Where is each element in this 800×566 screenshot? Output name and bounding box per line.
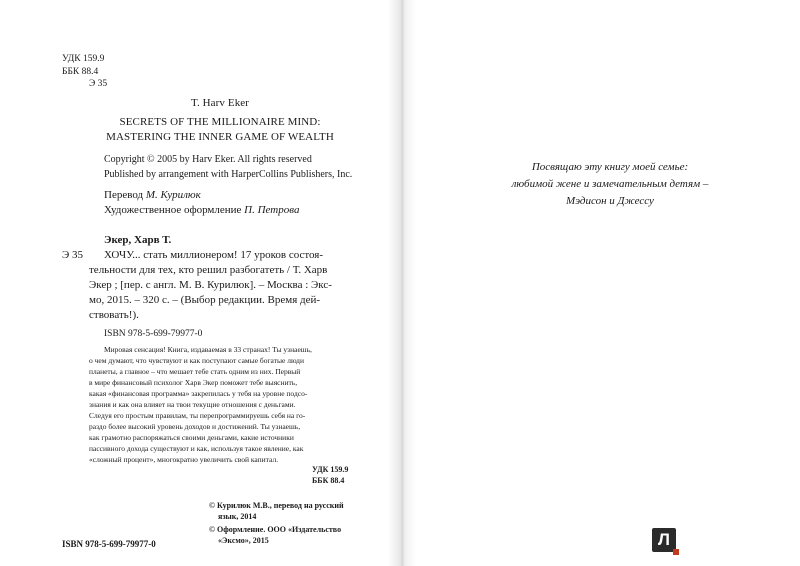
copyright-ru-3: © Оформление. ООО «Издательство xyxy=(209,525,342,534)
annotation-line-10: пассивного дохода существуют и как, используя такое явление, как xyxy=(89,444,304,453)
dedication-line-3: Мэдисон и Джессу xyxy=(566,195,654,207)
title-en-line-1: SECRETS OF THE MILLIONAIRE MIND: xyxy=(119,116,321,128)
isbn-bottom: ISBN 978-5-699-79977-0 xyxy=(62,539,156,549)
translator-name: М. Курилюк xyxy=(145,189,201,201)
title-en-line-2: MASTERING THE INNER GAME OF WEALTH xyxy=(106,131,334,143)
copyright-ru-4: «Эксмо», 2015 xyxy=(218,536,269,545)
udk-bottom: УДК 159.9 xyxy=(312,465,349,474)
designer-name: П. Петрова xyxy=(244,204,300,216)
bbk-bottom: ББК 88.4 xyxy=(312,476,345,485)
annotation-line-6: знания и как она влияет на твои текущие отношения с деньгами. xyxy=(89,400,296,409)
isbn-mid: ISBN 978-5-699-79977-0 xyxy=(104,329,203,339)
catalog-line-1: ХОЧУ... стать миллионером! 17 уроков состоя- xyxy=(104,249,324,261)
design-credit xyxy=(104,203,299,218)
annotation-line-1: Мировая сенсация! Книга, издаваемая в 33 странах! Ты узнаешь, xyxy=(104,345,312,354)
udk-top: УДК 159.9 xyxy=(62,54,105,64)
annotation-line-8: раздо более высокий уровень доходов и достижений. Ты узнаешь, xyxy=(89,422,301,431)
author-ru: Экер, Харв Т. xyxy=(104,234,172,246)
catalog-line-3: Экер ; [пер. с англ. М. В. Курилюк]. – Москва : Экс- xyxy=(89,279,332,291)
copyright-line-1: Copyright © 2005 by Harv Eker. All rights reserved xyxy=(104,154,312,165)
catalog-line-4: мо, 2015. – 320 с. – (Выбор редакции. Время дей- xyxy=(89,294,321,306)
annotation-line-3: планеты, а главное – что мешает тебе стать одним из них. Первый xyxy=(89,367,301,376)
copyright-ru-1: © Курилюк М.В., перевод на русский xyxy=(209,501,344,510)
publisher-logo-icon: Л xyxy=(652,528,676,552)
bbk-top: ББК 88.4 xyxy=(62,67,99,77)
annotation-line-5: какая «финансовая программа» закрепилась у тебя на уровне подсо- xyxy=(89,389,308,398)
copyright-ru-2: язык, 2014 xyxy=(218,512,257,521)
catalog-code: Э 35 xyxy=(62,249,84,261)
right-page xyxy=(400,0,800,566)
annotation-line-9: как грамотно распоряжаться своими деньгами, какие источники xyxy=(89,433,294,442)
code-top: Э 35 xyxy=(89,79,108,89)
annotation-line-11: «сложный процент», многократно увеличить свой капитал. xyxy=(89,455,279,464)
annotation-line-7: Следуя его простым правилам, ты перепрограммируешь себя на го- xyxy=(89,411,306,420)
catalog-line-5: ствовать!). xyxy=(89,309,139,321)
dedication-line-1: Посвящаю эту книгу моей семье: xyxy=(531,161,689,173)
author-en: T. Harv Eker xyxy=(190,97,250,109)
translation-label: Перевод xyxy=(104,189,144,201)
copyright-line-2: Published by arrangement with HarperCollins Publishers, Inc. xyxy=(104,169,353,180)
catalog-line-2: тельности для тех, кто решил разбогатеть / Т. Харв xyxy=(89,264,328,276)
annotation-line-2: о чем думают, что чувствуют и как поступают самые богатые люди xyxy=(89,356,305,365)
translation-credit xyxy=(104,188,201,203)
design-label: Художественное оформление xyxy=(104,204,242,216)
annotation-line-4: в мире финансовый психолог Харв Экер поможет тебе выяснить, xyxy=(89,378,298,387)
book-gutter-shadow xyxy=(388,0,416,566)
dedication-line-2: любимой жене и замечательным детям – xyxy=(511,178,709,190)
